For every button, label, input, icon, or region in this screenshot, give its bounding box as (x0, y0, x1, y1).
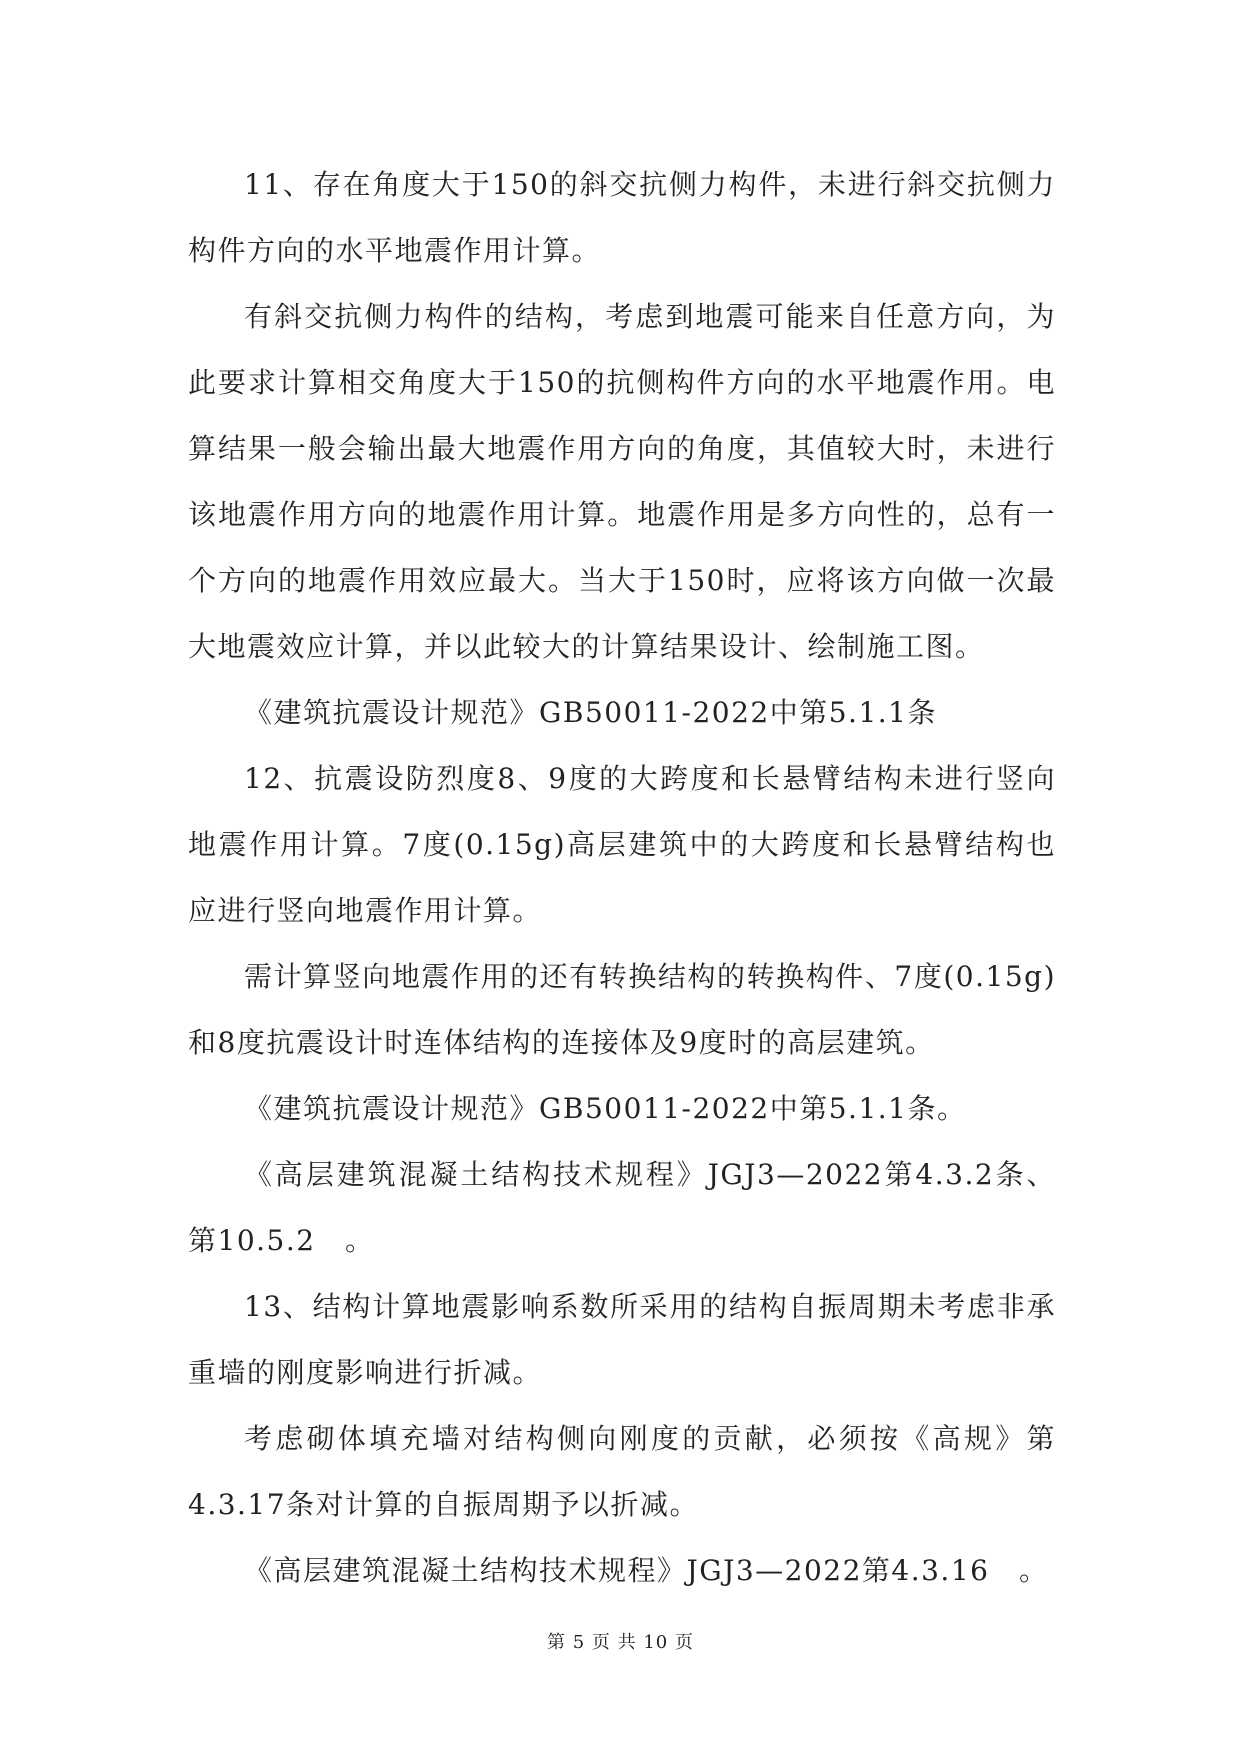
paragraph-item-11-heading: 11、存在角度大于150的斜交抗侧力构件，未进行斜交抗侧力构件方向的水平地震作用计算。 (188, 168, 1056, 267)
page-number-footer: 第 5 页 共 10 页 (547, 1632, 694, 1653)
paragraph-item-12-explanation: 需计算竖向地震作用的还有转换结构的转换构件、7度(0.15g)和8度抗震设计时连体结构的连接体及9度时的高层建筑。 (188, 960, 1056, 1059)
document-body (188, 152, 1056, 1604)
paragraph-item-13-reference: 《高层建筑混凝土结构技术规程》JGJ3—2022第4.3.16 。 (244, 1554, 1049, 1587)
paragraph-item-13-explanation: 考虑砌体填充墙对结构侧向刚度的贡献，必须按《高规》第4.3.17条对计算的自振周期予以折减。 (188, 1422, 1056, 1521)
paragraph-item-12-reference-1: 《建筑抗震设计规范》GB50011-2022中第5.1.1条。 (244, 1092, 967, 1125)
paragraph-item-12-reference-2: 《高层建筑混凝土结构技术规程》JGJ3—2022第4.3.2条、第10.5.2 。 (188, 1158, 1056, 1257)
paragraph-item-13-heading: 13、结构计算地震影响系数所采用的结构自振周期未考虑非承重墙的刚度影响进行折减。 (188, 1290, 1056, 1389)
paragraph-item-11-explanation: 有斜交抗侧力构件的结构，考虑到地震可能来自任意方向，为此要求计算相交角度大于150的抗侧构件方向的水平地震作用。电算结果一般会输出最大地震作用方向的角度，其值较大时，未进行该地震作用方向的地震作用计算。地震作用是多方向性的，总有一个方向的地震作用效应最大。当大于150时，应将该方向做一次最大地震效应计算，并以此较大的计算结果设计、绘制施工图。 (188, 300, 1056, 663)
paragraph-item-12-heading: 12、抗震设防烈度8、9度的大跨度和长悬臂结构未进行竖向地震作用计算。7度(0.15g)高层建筑中的大跨度和长悬臂结构也应进行竖向地震作用计算。 (188, 762, 1056, 927)
paragraph-item-11-reference: 《建筑抗震设计规范》GB50011-2022中第5.1.1条 (244, 696, 937, 729)
